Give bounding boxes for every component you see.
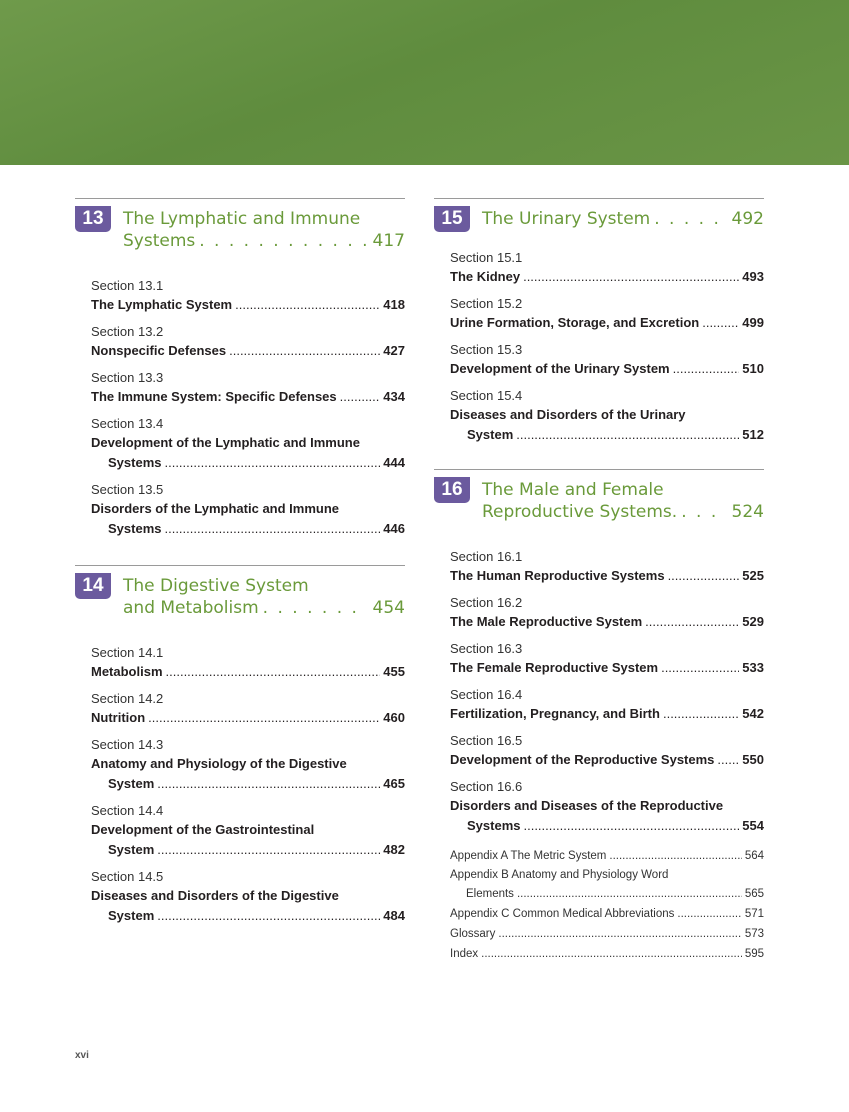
toc-entry[interactable]: Section 13.1 The Lymphatic System ..... 418 [91,276,405,315]
toc-entry[interactable]: Section 16.2 The Male Reproductive System ..... 529 [450,593,764,632]
chapter-title[interactable]: The Male and Female Reproductive Systems. . . . 524 [482,479,764,523]
toc-entry-appendix-b[interactable]: Appendix B Anatomy and Physiology Word Elements ..... 565 [450,866,764,904]
back-matter-list [434,846,764,964]
toc-entry[interactable]: Section 16.6 Disorders and Diseases of the Reproductive Systems ..... 554 [450,777,764,836]
toc-column-left [75,198,405,933]
chapter-15 [434,198,764,445]
toc-entry[interactable]: Section 15.4 Diseases and Disorders of the Urinary System ..... 512 [450,386,764,445]
toc-entry-appendix-a[interactable]: Appendix A The Metric System ..... 564 [450,846,764,866]
header-banner [0,0,849,165]
toc-entry[interactable]: Section 14.4 Development of the Gastrointestinal System ..... 482 [91,801,405,860]
section-list [75,643,405,926]
toc-entry[interactable]: Section 15.1 The Kidney ..... 493 [450,248,764,287]
chapter-number-badge: 15 [434,206,470,232]
toc-column-right [434,198,764,964]
chapter-number-badge: 13 [75,206,111,232]
section-list [434,547,764,836]
toc-entry[interactable]: Section 13.3 The Immune System: Specific Defenses ..... 434 [91,368,405,407]
chapter-14 [75,565,405,926]
toc-entry-index[interactable]: Index ..... 595 [450,944,764,964]
toc-entry[interactable]: Section 16.1 The Human Reproductive Systems ..... 525 [450,547,764,586]
toc-entry[interactable]: Section 14.3 Anatomy and Physiology of the Digestive System ..... 465 [91,735,405,794]
chapter-page: 417 [372,231,405,251]
toc-entry[interactable]: Section 14.5 Diseases and Disorders of the Digestive System ..... 484 [91,867,405,926]
chapter-16 [434,469,764,964]
toc-entry-glossary[interactable]: Glossary ..... 573 [450,924,764,944]
toc-entry[interactable]: Section 13.2 Nonspecific Defenses ..... 427 [91,322,405,361]
section-list [75,276,405,539]
chapter-page: 524 [731,502,764,522]
toc-entry[interactable]: Section 14.1 Metabolism ..... 455 [91,643,405,682]
chapter-page: 454 [372,598,405,618]
toc-entry[interactable]: Section 15.2 Urine Formation, Storage, and Excretion ..... 499 [450,294,764,333]
toc-entry[interactable]: Section 15.3 Development of the Urinary System ..... 510 [450,340,764,379]
toc-entry[interactable]: Section 16.4 Fertilization, Pregnancy, and Birth ..... 542 [450,685,764,724]
chapter-13 [75,198,405,539]
toc-entry[interactable]: Section 13.5 Disorders of the Lymphatic and Immune Systems ..... 446 [91,480,405,539]
toc-entry[interactable]: Section 16.3 The Female Reproductive System ..... 533 [450,639,764,678]
chapter-page: 492 [731,209,764,229]
toc-entry[interactable]: Section 16.5 Development of the Reproductive Systems ..... 550 [450,731,764,770]
chapter-number-badge: 16 [434,477,470,503]
toc-entry-appendix-c[interactable]: Appendix C Common Medical Abbreviations ..... 571 [450,904,764,924]
chapter-title[interactable]: The Lymphatic and Immune Systems . . . 417 [123,208,405,252]
chapter-title[interactable]: The Digestive System and Metabolism . . . 454 [123,575,405,619]
page-number: xvi [75,1050,89,1061]
toc-entry[interactable]: Section 13.4 Development of the Lymphatic and Immune Systems ..... 444 [91,414,405,473]
section-list [434,248,764,445]
toc-entry[interactable]: Section 14.2 Nutrition ..... 460 [91,689,405,728]
chapter-title[interactable]: The Urinary System . . . 492 [482,208,764,230]
chapter-number-badge: 14 [75,573,111,599]
